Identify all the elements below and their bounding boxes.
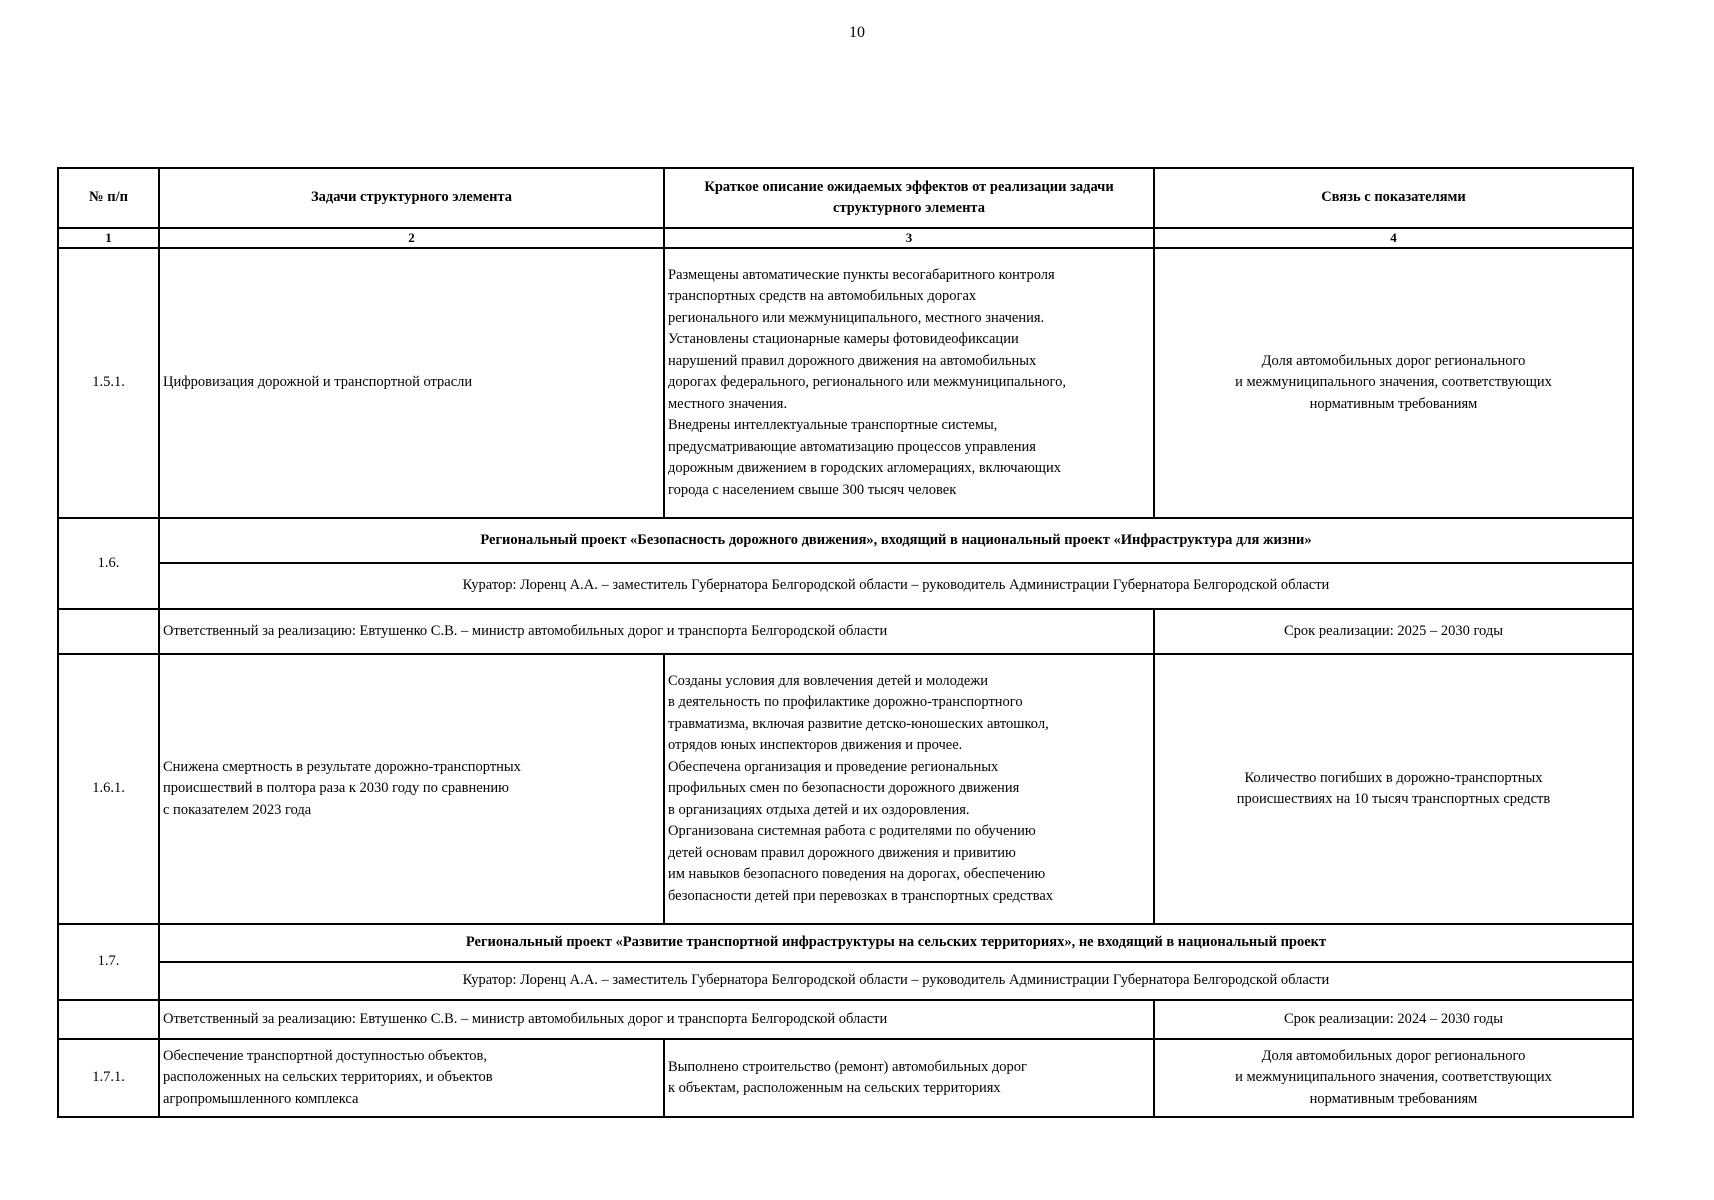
effect-line: транспортных средств на автомобильных дорогах: [668, 288, 977, 305]
section-title: Региональный проект «Развитие транспортной инфраструктуры на сельских территориях», не входящий в национальный проект: [159, 924, 1633, 962]
effects-cell: [664, 654, 1154, 924]
row-number: 1.6.1.: [58, 654, 159, 924]
responsible-row-1-6: [58, 609, 1633, 654]
indicator-line: и межмуниципального значения, соответствующих: [1235, 374, 1552, 391]
task-cell: Цифровизация дорожной и транспортной отрасли: [159, 248, 664, 518]
task-line: расположенных на сельских территориях, и объектов: [163, 1069, 493, 1086]
indicator-line: и межмуниципального значения, соответствующих: [1235, 1069, 1552, 1086]
task-line: Снижена смертность в результате дорожно-транспортных: [163, 758, 521, 775]
effect-line: Установлены стационарные камеры фотовидеофиксации: [668, 331, 1019, 348]
indicator-cell: [1154, 1039, 1633, 1117]
task-line: происшествий в полтора раза к 2030 году по сравнению: [163, 780, 510, 797]
effect-line: города с населением свыше 300 тысяч человек: [668, 481, 957, 498]
column-number: 4: [1154, 228, 1633, 248]
responsible-text: Ответственный за реализацию: Евтушенко С.В. – министр автомобильных дорог и транспорта Белгородской области: [159, 1000, 1154, 1039]
section-number: 1.7.: [58, 924, 159, 1000]
effect-line: травматизма, включая развитие детско-юношеских автошкол,: [668, 715, 1049, 732]
column-numbers-row: [58, 228, 1633, 248]
task-line: агропромышленного комплекса: [163, 1090, 359, 1107]
effects-cell: [664, 1039, 1154, 1117]
effect-line: в деятельность по профилактике дорожно-транспортного: [668, 694, 1023, 711]
effect-line: безопасности детей при перевозках в транспортных средствах: [668, 887, 1054, 904]
effect-line: Размещены автоматические пункты весогабаритного контроля: [668, 266, 1055, 283]
page-number: 10: [849, 24, 865, 41]
table-row-1-7-1: [58, 1039, 1633, 1117]
empty-cell: [58, 1000, 159, 1039]
table-header-row: [58, 168, 1633, 228]
effect-line: профильных смен по безопасности дорожного движения: [668, 780, 1020, 797]
indicator-line: Количество погибших в дорожно-транспортных: [1244, 769, 1543, 786]
curator-row-1-7: [58, 962, 1633, 1000]
task-line: Обеспечение транспортной доступностью объектов,: [163, 1047, 487, 1064]
curator-text: Куратор: Лоренц А.А. – заместитель Губернатора Белгородской области – руководитель Администрации Губернатора Белгородской области: [159, 563, 1633, 609]
effect-line: нарушений правил дорожного движения на автомобильных: [668, 352, 1037, 369]
effect-line: Выполнено строительство (ремонт) автомобильных дорог: [668, 1058, 1027, 1075]
section-title: Региональный проект «Безопасность дорожного движения», входящий в национальный проект «Инфраструктура для жизни»: [159, 518, 1633, 563]
effect-line: регионального или межмуниципального, местного значения.: [668, 309, 1045, 326]
row-number: 1.5.1.: [58, 248, 159, 518]
task-line: с показателем 2023 года: [163, 801, 312, 818]
indicator-cell: [1154, 248, 1633, 518]
header-indicators: Связь с показателями: [1154, 168, 1633, 228]
effect-line: дорогах федерального, регионального или межмуниципального,: [668, 374, 1066, 391]
responsible-text: Ответственный за реализацию: Евтушенко С.В. – министр автомобильных дорог и транспорта Белгородской области: [159, 609, 1154, 654]
column-number: 1: [58, 228, 159, 248]
effect-line: в организациях отдыха детей и их оздоровления.: [668, 801, 970, 818]
effect-line: к объектам, расположенным на сельских территориях: [668, 1080, 1001, 1096]
effect-line: Созданы условия для вовлечения детей и молодежи: [668, 672, 989, 689]
effects-cell: [664, 248, 1154, 518]
effect-line: местного значения.: [668, 395, 788, 412]
indicator-line: Доля автомобильных дорог регионального: [1261, 352, 1526, 369]
effect-line: отрядов юных инспекторов движения и прочее.: [668, 737, 963, 754]
header-effects: Краткое описание ожидаемых эффектов от реализации задачи структурного элемента: [664, 168, 1154, 228]
indicator-line: нормативным требованиям: [1309, 1090, 1478, 1107]
indicator-line: Доля автомобильных дорог регионального: [1261, 1047, 1526, 1064]
indicator-line: происшествиях на 10 тысяч транспортных средств: [1236, 791, 1551, 807]
row-number: 1.7.1.: [58, 1039, 159, 1117]
structural-elements-table: [57, 167, 1634, 1118]
indicator-line: нормативным требованиям: [1309, 395, 1478, 412]
task-cell: [159, 1039, 664, 1117]
header-tasks: Задачи структурного элемента: [159, 168, 664, 228]
effect-line: дорожным движением в городских агломерациях, включающих: [668, 460, 1061, 477]
column-number: 3: [664, 228, 1154, 248]
curator-row-1-6: [58, 563, 1633, 609]
effect-line: Организована системная работа с родителями по обучению: [668, 823, 1036, 840]
section-title-row-1-6: [58, 518, 1633, 563]
indicator-cell: [1154, 654, 1633, 924]
section-number: 1.6.: [58, 518, 159, 609]
section-title-row-1-7: [58, 924, 1633, 962]
effect-line: предусматривающие автоматизацию процессов управления: [668, 438, 1036, 455]
column-number: 2: [159, 228, 664, 248]
effect-line: Внедрены интеллектуальные транспортные системы,: [668, 417, 998, 434]
table-row-1-6-1: [58, 654, 1633, 924]
effect-line: детей основам правил дорожного движения и привитию: [668, 844, 1016, 861]
term-text: Срок реализации: 2024 – 2030 годы: [1154, 1000, 1633, 1039]
effect-line: Обеспечена организация и проведение региональных: [668, 758, 999, 775]
curator-text: Куратор: Лоренц А.А. – заместитель Губернатора Белгородской области – руководитель Администрации Губернатора Белгородской области: [159, 962, 1633, 1000]
term-text: Срок реализации: 2025 – 2030 годы: [1154, 609, 1633, 654]
effect-line: им навыков безопасного поведения на дорогах, обеспечению: [668, 866, 1046, 883]
table-row-1-5-1: [58, 248, 1633, 518]
header-number: № п/п: [58, 168, 159, 228]
responsible-row-1-7: [58, 1000, 1633, 1039]
task-cell: [159, 654, 664, 924]
empty-cell: [58, 609, 159, 654]
